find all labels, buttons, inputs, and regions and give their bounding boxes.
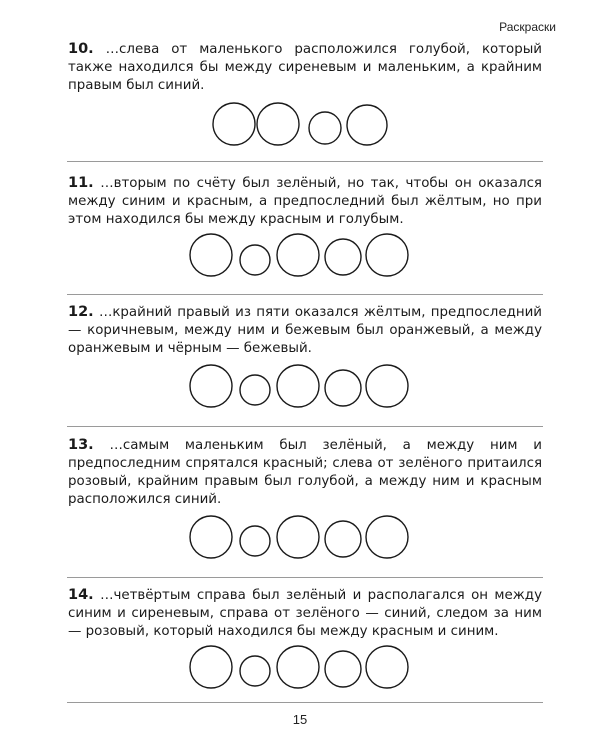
task-12-text	[68, 303, 542, 358]
circle-outline[interactable]	[190, 516, 232, 558]
circle-row-11	[68, 231, 542, 281]
circle-outline[interactable]	[190, 234, 232, 276]
circle-outline[interactable]	[347, 105, 387, 145]
separator	[67, 702, 543, 703]
circle-outline[interactable]	[277, 365, 319, 407]
circle-outline[interactable]	[277, 234, 319, 276]
task-12	[68, 303, 542, 358]
circle-row-14	[68, 642, 542, 692]
circle-outline[interactable]	[366, 516, 408, 558]
circle-row-12	[68, 361, 542, 411]
circle-outline[interactable]	[309, 112, 341, 144]
circle-outline[interactable]	[277, 646, 319, 688]
circle-row-10	[68, 99, 542, 149]
task-number: 12.	[68, 304, 94, 320]
circle-outline[interactable]	[325, 370, 361, 406]
page-number: 15	[292, 712, 308, 727]
task-14	[68, 586, 542, 641]
separator	[67, 161, 543, 162]
circle-outline[interactable]	[366, 646, 408, 688]
circle-outline[interactable]	[277, 516, 319, 558]
task-14-text	[68, 586, 542, 641]
circle-outline[interactable]	[190, 646, 232, 688]
task-10-text	[68, 40, 542, 95]
separator	[67, 577, 543, 578]
task-13-text	[68, 436, 542, 509]
task-body: …слева от маленького расположился голубой, который также находился бы между сиреневым и маленьким, а крайним правым был синий.	[68, 42, 542, 93]
circle-outline[interactable]	[366, 365, 408, 407]
circle-outline[interactable]	[240, 526, 270, 556]
circle-outline[interactable]	[325, 651, 361, 687]
circle-row-14-svg	[68, 642, 542, 692]
task-11	[68, 174, 542, 229]
circle-row-10-svg	[68, 99, 542, 149]
circle-row-11-svg	[68, 231, 542, 281]
circle-row-12-svg	[68, 361, 542, 411]
task-body: …самым маленьким был зелёный, а между ним и предпоследним спрятался красный; слева от зелёного притаился розовый, крайним правым был голубой, а между ним и красным расположился синий.	[68, 438, 542, 507]
circle-outline[interactable]	[240, 245, 270, 275]
circle-outline[interactable]	[325, 521, 361, 557]
task-10	[68, 40, 542, 95]
task-number: 11.	[68, 175, 94, 191]
task-number: 13.	[68, 437, 94, 453]
running-head: Раскраски	[499, 20, 556, 34]
task-body: …крайний правый из пяти оказался жёлтым, предпоследний — коричневым, между ним и бежевым был оранжевый, а между оранжевым и чёрным — бежевый.	[68, 305, 542, 356]
task-body: …четвёртым справа был зелёный и располагался он между синим и сиреневым, справа от зелёного — синий, следом за ним — розовый, который находился бы между красным и синим.	[68, 588, 542, 639]
circle-outline[interactable]	[240, 375, 270, 405]
circle-outline[interactable]	[213, 103, 255, 145]
separator	[67, 426, 543, 427]
task-number: 14.	[68, 587, 94, 603]
circle-row-13-svg	[68, 512, 542, 562]
circle-outline[interactable]	[366, 234, 408, 276]
circle-outline[interactable]	[240, 656, 270, 686]
circle-outline[interactable]	[190, 365, 232, 407]
circle-outline[interactable]	[257, 103, 299, 145]
task-13	[68, 436, 542, 509]
circle-outline[interactable]	[325, 239, 361, 275]
task-number: 10.	[68, 41, 94, 57]
task-body: …вторым по счёту был зелёный, но так, чтобы он оказался между синим и красным, а предпоследний был жёлтым, но при этом находился бы между красным и голубым.	[68, 176, 542, 227]
task-11-text	[68, 174, 542, 229]
circle-row-13	[68, 512, 542, 562]
separator	[67, 294, 543, 295]
